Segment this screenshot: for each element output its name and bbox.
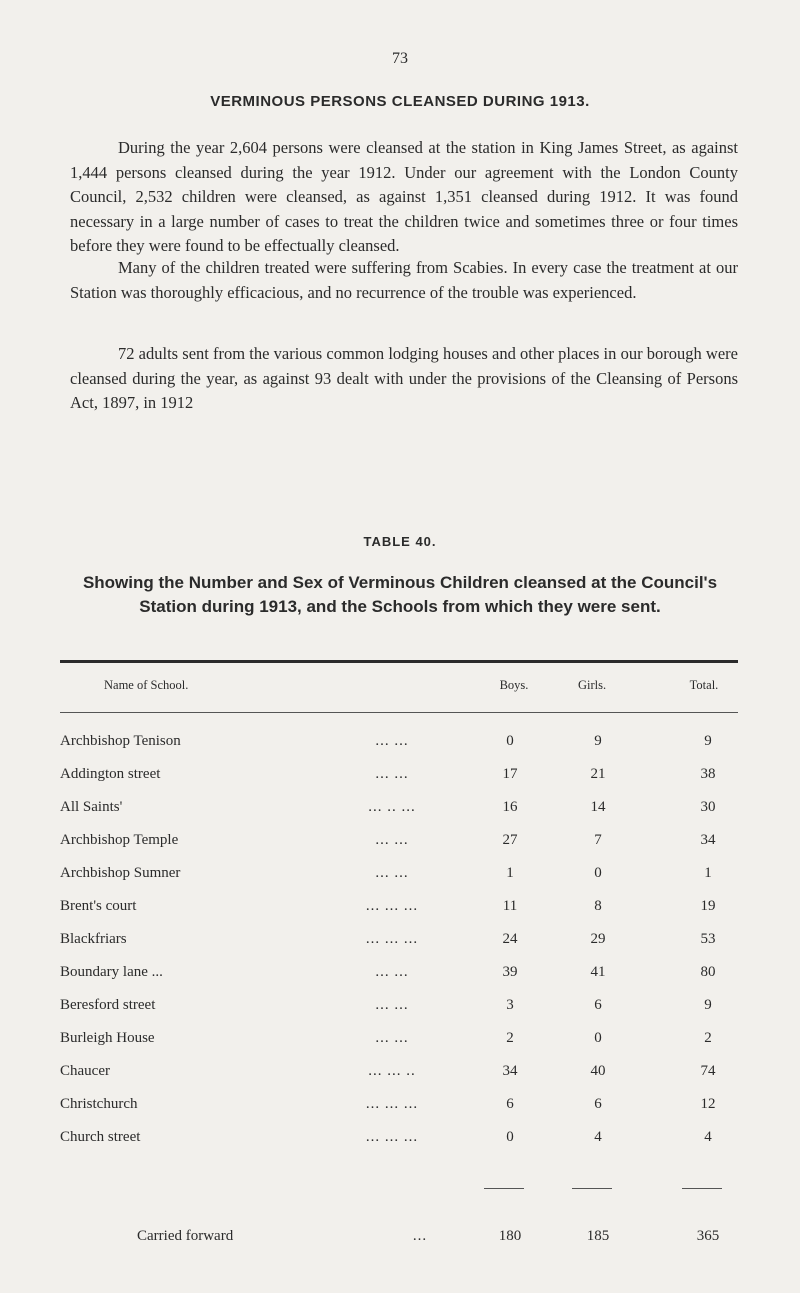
school-name: Beresford street	[60, 997, 156, 1013]
leader-dots: ... ...	[375, 832, 409, 848]
boys-count: 0	[506, 1129, 514, 1145]
total-count: 74	[700, 1063, 716, 1079]
total-count: 30	[700, 799, 716, 815]
header-total: Total.	[689, 678, 719, 692]
table-row	[60, 997, 738, 1025]
boys-sum-rule	[484, 1188, 524, 1189]
table-row	[60, 964, 738, 992]
table-row	[60, 1030, 738, 1058]
boys-count: 16	[502, 799, 518, 815]
page-number: 73	[392, 50, 408, 67]
total-count: 38	[700, 766, 716, 782]
carried-forward-boys: 180	[498, 1228, 522, 1244]
leader-dots: ...	[412, 1228, 428, 1244]
leader-dots: ... ...	[375, 766, 409, 782]
boys-count: 0	[506, 733, 514, 749]
girls-count: 4	[594, 1129, 602, 1145]
header-boys: Boys.	[499, 678, 529, 692]
carried-forward-total: 365	[696, 1228, 720, 1244]
leader-dots: ... ...	[375, 733, 409, 749]
girls-count: 9	[594, 733, 602, 749]
girls-count: 6	[594, 997, 602, 1013]
table-row	[60, 931, 738, 959]
girls-count: 6	[594, 1096, 602, 1112]
total-count: 4	[704, 1129, 712, 1145]
girls-count: 29	[590, 931, 606, 947]
total-count: 12	[700, 1096, 716, 1112]
table-top-rule	[60, 660, 738, 663]
school-name: Archbishop Temple	[60, 832, 179, 848]
boys-count: 27	[502, 832, 518, 848]
leader-dots: ... ... ...	[365, 898, 419, 914]
table-label: TABLE 40.	[363, 534, 437, 549]
school-name: Boundary lane ...	[60, 964, 163, 980]
total-count: 2	[704, 1030, 712, 1046]
carried-forward-label: Carried forward	[137, 1228, 234, 1244]
total-count: 19	[700, 898, 716, 914]
table-row	[60, 1096, 738, 1124]
table-row	[60, 799, 738, 827]
boys-count: 39	[502, 964, 518, 980]
leader-dots: ... .. ...	[368, 799, 416, 815]
carried-forward-girls: 185	[586, 1228, 610, 1244]
girls-count: 7	[594, 832, 602, 848]
school-name: Chaucer	[60, 1063, 110, 1079]
school-name: Burleigh House	[60, 1030, 155, 1046]
paragraph-cleansing-summary: During the year 2,604 persons were cleansed at the station in King James Street, as against 1,444 persons cleansed during the year 1912. Under our agreement with the London County Council, 2,532 children were cleansed, as against 1,351 cleansed during 1912. It was found necessary in a large number of cases to treat the children twice and sometimes three or four times before they were found to be effectually cleansed.	[70, 138, 738, 255]
total-count: 34	[700, 832, 716, 848]
girls-count: 14	[590, 799, 606, 815]
girls-sum-rule	[572, 1188, 612, 1189]
table-caption: Showing the Number and Sex of Verminous Children cleansed at the Council's Station during 1913, and the Schools from which they were sent.	[82, 573, 718, 616]
girls-count: 40	[590, 1063, 606, 1079]
boys-count: 24	[502, 931, 518, 947]
total-count: 9	[704, 733, 712, 749]
boys-count: 34	[502, 1063, 518, 1079]
carried-forward-row	[60, 1228, 738, 1256]
table-row	[60, 832, 738, 860]
total-count: 53	[700, 931, 716, 947]
total-count: 9	[704, 997, 712, 1013]
school-name: Church street	[60, 1129, 141, 1145]
girls-count: 8	[594, 898, 602, 914]
school-name: All Saints'	[60, 799, 123, 815]
leader-dots: ... ... ...	[365, 931, 419, 947]
total-count: 1	[704, 865, 712, 881]
total-sum-rule	[682, 1188, 722, 1189]
paragraph-adults: 72 adults sent from the various common lodging houses and other places in our borough were cleansed during the year, as against 93 dealt with under the provisions of the Cleansing of Persons Act, 1897, in 1912	[70, 344, 738, 412]
header-girls: Girls.	[577, 678, 607, 692]
leader-dots: ... ...	[375, 997, 409, 1013]
boys-count: 3	[506, 997, 514, 1013]
leader-dots: ... ...	[375, 865, 409, 881]
girls-count: 0	[594, 1030, 602, 1046]
school-name: Brent's court	[60, 898, 137, 914]
table-row	[60, 1129, 738, 1157]
boys-count: 6	[506, 1096, 514, 1112]
leader-dots: ... ...	[375, 964, 409, 980]
total-count: 80	[700, 964, 716, 980]
leader-dots: ... ... ...	[365, 1129, 419, 1145]
girls-count: 41	[590, 964, 606, 980]
table-row	[60, 766, 738, 794]
school-name: Addington street	[60, 766, 161, 782]
header-name-of-school: Name of School.	[104, 678, 189, 692]
school-name: Christchurch	[60, 1096, 138, 1112]
school-name: Archbishop Sumner	[60, 865, 181, 881]
page-title: VERMINOUS PERSONS CLEANSED DURING 1913.	[210, 93, 590, 110]
table-row	[60, 865, 738, 893]
school-name: Archbishop Tenison	[60, 733, 181, 749]
table-row	[60, 1063, 738, 1091]
girls-count: 21	[590, 766, 606, 782]
table-row	[60, 733, 738, 761]
leader-dots: ... ...	[375, 1030, 409, 1046]
boys-count: 1	[506, 865, 514, 881]
table-header-rule	[60, 712, 738, 713]
boys-count: 2	[506, 1030, 514, 1046]
table-row	[60, 898, 738, 926]
girls-count: 0	[594, 865, 602, 881]
leader-dots: ... ... ..	[368, 1063, 416, 1079]
boys-count: 11	[502, 898, 518, 914]
leader-dots: ... ... ...	[365, 1096, 419, 1112]
school-name: Blackfriars	[60, 931, 127, 947]
paragraph-scabies: Many of the children treated were suffering from Scabies. In every case the treatment at our Station was thoroughly efficacious, and no recurrence of the trouble was experienced.	[70, 258, 738, 302]
boys-count: 17	[502, 766, 518, 782]
